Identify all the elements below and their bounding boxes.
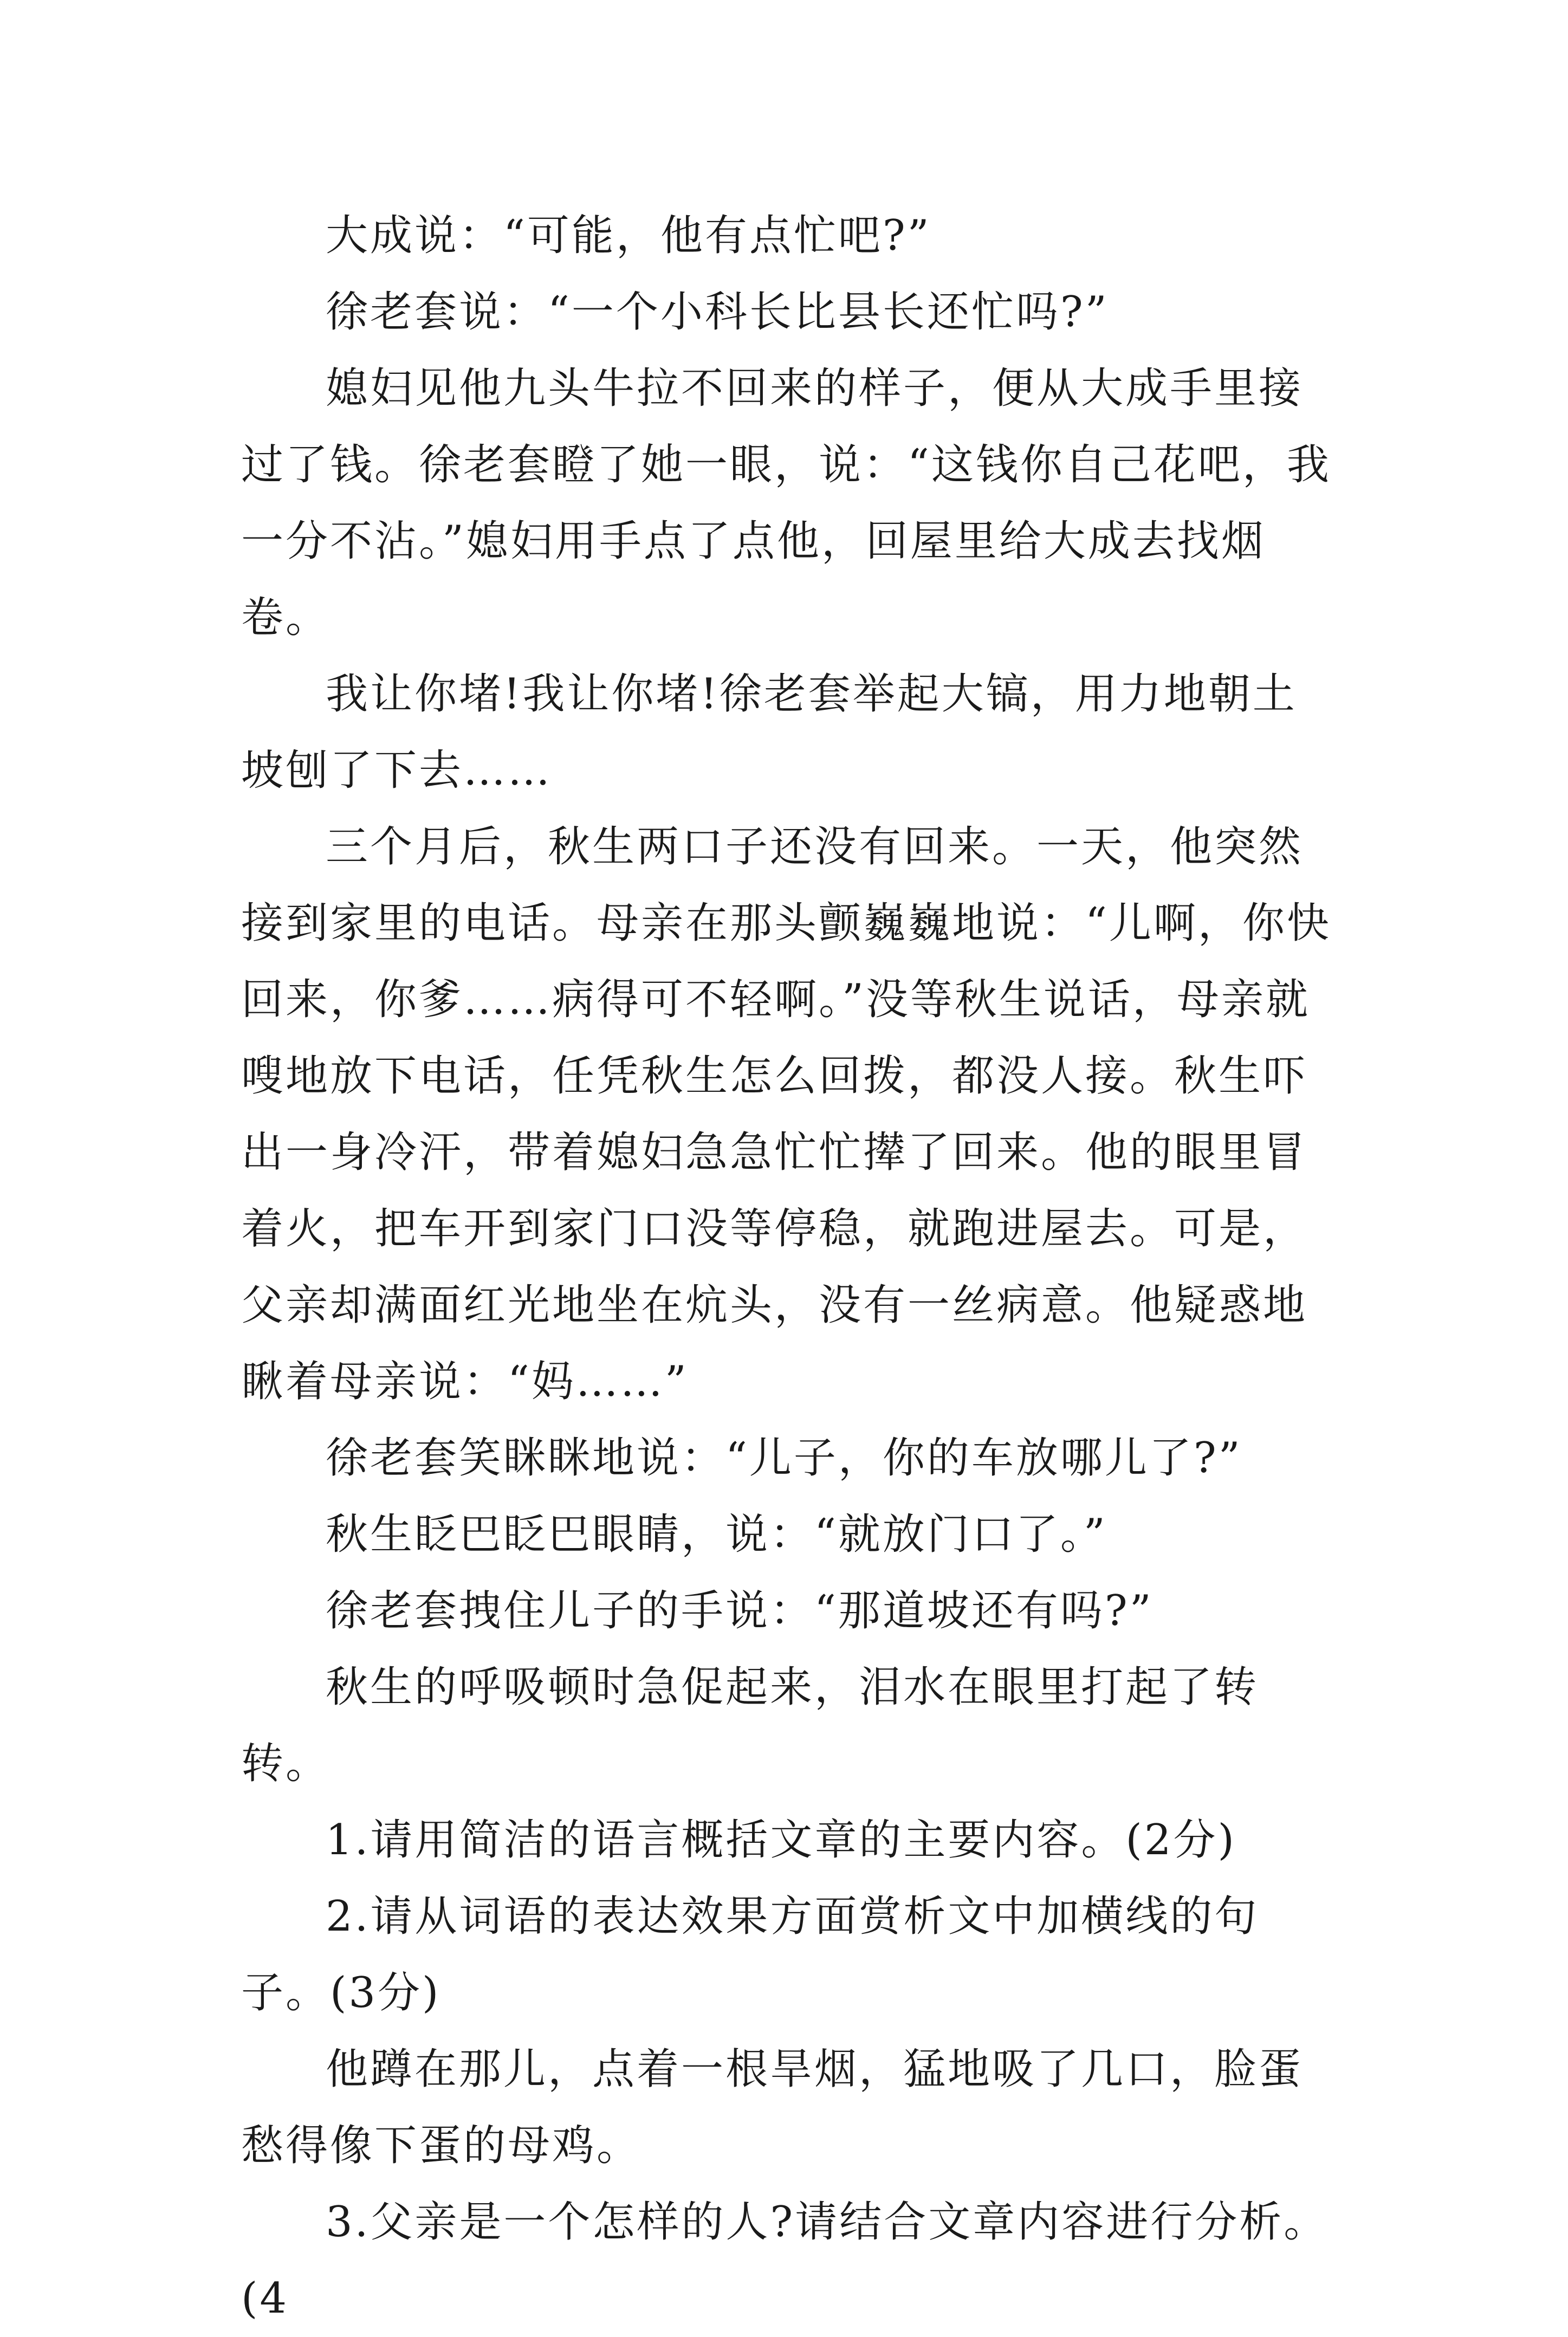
quoted-sentence: 他蹲在那儿，点着一根旱烟，猛地吸了几口，脸蛋愁得像下蛋的母鸡。 — [241, 2045, 1304, 2170]
question-2: 2.请从词语的表达效果方面赏析文中加横线的句子。(3分) — [241, 1892, 1259, 2017]
document-body — [241, 198, 1333, 2337]
paragraph-where-is-car: 徐老套笑眯眯地说：“儿子，你的车放哪儿了?” — [326, 1434, 1242, 1483]
question-3: 3.父亲是一个怎样的人?请结合文章内容进行分析。(4 — [241, 2198, 1329, 2323]
paragraph-three-months-later: 三个月后，秋生两口子还没有回来。一天，他突然接到家里的电话。母亲在那头颤巍巍地说：“儿啊，你快回来，你爹……病得可不轻啊。”没等秋生说话，母亲就嗖地放下电话，任凭秋生怎么回拨，都没人接。秋生吓出一身冷汗，带着媳妇急急忙忙撵了回来。他的眼里冒着火，把车开到家门口没等停稳，就跑进屋去。可是，父亲却满面红光地坐在炕头，没有一丝病意。他疑惑地瞅着母亲说：“妈……” — [241, 823, 1331, 1406]
paragraph-wife-takes-money: 媳妇见他九头牛拉不回来的样子，便从大成手里接过了钱。徐老套瞪了她一眼，说：“这钱你自己花吧，我一分不沾。”媳妇用手点了点他，回屋里给大成去找烟卷。 — [241, 364, 1331, 642]
paragraph-dacheng-reply: 大成说：“可能，他有点忙吧?” — [326, 211, 931, 260]
question-1: 1.请用简洁的语言概括文章的主要内容。(2分) — [326, 1816, 1236, 1865]
paragraph-qiusheng-tears: 秋生的呼吸顿时急促起来，泪水在眼里打起了转转。 — [241, 1663, 1259, 1788]
paragraph-slope-question: 徐老套拽住儿子的手说：“那道坡还有吗?” — [326, 1587, 1154, 1635]
paragraph-digging-slope: 我让你堵!我让你堵!徐老套举起大镐，用力地朝土坡刨了下去…… — [241, 670, 1297, 795]
paragraph-xu-laotao-question: 徐老套说：“一个小科长比县长还忙吗?” — [326, 288, 1109, 336]
paragraph-car-at-door: 秋生眨巴眨巴眼睛，说：“就放门口了。” — [326, 1510, 1107, 1559]
